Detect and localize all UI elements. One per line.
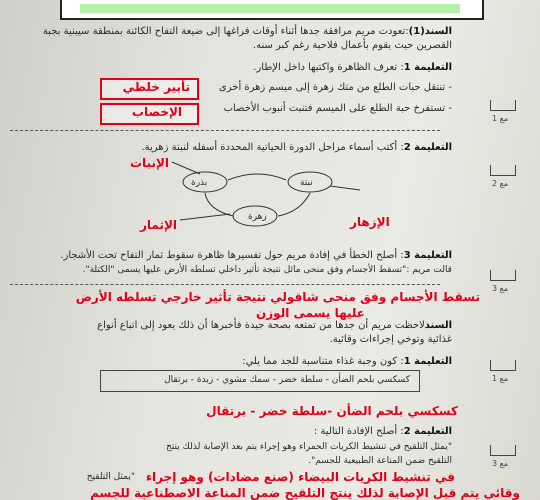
answer-fruiting: الإثمار [140, 218, 178, 232]
score-box-5 [490, 445, 520, 471]
instruction-1-item-2: - تستفرخ حبة الطلع على الميسم فتنبت أنبوب الأخصاب [223, 103, 452, 114]
score-box-2 [490, 165, 520, 191]
instruction-1-label: التعليمة 1 [403, 62, 452, 73]
divider-2 [10, 284, 440, 285]
instruction-3-text: : أصلح الخطأ في إفادة مريم حول تفسيرها ظاهرة سقوط ثمار التفاح تحت الأشجار. [60, 250, 404, 261]
score-bar-4 [490, 360, 516, 371]
answer-flowering: الإزهار [350, 215, 390, 229]
score-bar-5 [490, 445, 516, 456]
answer-falling-line-1: تسقط الأجسام وفق منحى شاقولي نتيجة تأثير خارجي تسلطه الأرض [75, 290, 480, 304]
instruction-2-line [141, 142, 452, 154]
instruction-4-label: التعليمة 1 [403, 356, 452, 367]
score-box-3 [490, 270, 520, 296]
answer-vaccination-2: وقائي يتم قبل الإصابة لذلك ينتج التلقيح ضمن المناعة الاصطناعية للجسم [90, 486, 520, 500]
instruction-5-quote-2: التلقيح ضمن المناعة الطبيعية للجسم". [308, 456, 452, 466]
situation-2-line-2: غذائية وتوخي إجراءات وقائية. [329, 334, 452, 345]
header-stripe [80, 4, 460, 13]
answer-cross-pollination: تأبير خلطي [122, 80, 190, 94]
instruction-5-text: : أصلح الإفادة التالية : [313, 426, 404, 437]
answer-fertilization: الإخصاب [131, 105, 182, 119]
score-bar-3 [490, 270, 516, 281]
pointer-fruiting [180, 214, 230, 220]
situation-text: :تعودت مريم مرافقة جدها أثناء أوقات فراغها إلى ضيعة التفاح الكائنة بمنطقة سيبنية بجبة [42, 26, 409, 37]
arrow-plant-flower [278, 193, 310, 216]
answer-falling-line-2: عليها يسمى الوزن [256, 306, 365, 320]
arrow-flower-seed [205, 193, 233, 216]
score-box-1 [490, 100, 520, 126]
score-bar-1 [490, 100, 516, 111]
instruction-2-label: التعليمة 2 [403, 142, 452, 153]
instruction-3-line [60, 250, 452, 262]
instruction-2-text: : أكتب أسماء مراحل الدورة الحياتية المحددة أسفله لنبتة زهرية. [141, 142, 404, 153]
situation-label: السند(1) [408, 26, 452, 37]
situation-line-2: القصرين حيث يقوم بأعمال فلاحية رغم كبر سنه. [252, 40, 452, 51]
divider-1 [10, 130, 440, 131]
pointer-germination [172, 162, 200, 174]
situation-2-line-1 [97, 320, 452, 332]
score-label-5: مع 3 [492, 459, 509, 468]
score-label-2: مع 2 [492, 179, 509, 188]
instruction-5-quote-1: "يمثل التلقيح في تنشيط الكريات الحمراء وهو إجراء يتم بعد الإصابة لذلك ينتج [165, 442, 452, 452]
instruction-3-label: التعليمة 3 [403, 250, 452, 261]
stage-plant-label: نبتة [300, 178, 313, 188]
arrow-seed-plant [228, 174, 286, 180]
instruction-5-label: التعليمة 2 [403, 426, 452, 437]
instruction-3-quote: قالت مريم :"تسقط الأجسام وفق منحى مائل نتيجة تأثير داخلي تسلطه الأرض عليها يسمى "الكتلة". [82, 265, 452, 275]
situation-line-1 [43, 26, 452, 38]
score-box-4 [490, 360, 520, 386]
instruction-1-text: : تعرف الظاهرة واكتبها داخل الإطار. [253, 62, 404, 73]
instruction-4-line [242, 356, 452, 368]
answer-germination: الإنبات [130, 156, 170, 170]
pointer-flowering [330, 186, 360, 190]
answer-meal: كسكسي بلحم الضأن -سلطة خضر - برتقال [206, 404, 458, 418]
score-label-3: مع 3 [492, 284, 509, 293]
instruction-1-line [253, 62, 452, 74]
situation-2-text: لاحظت مريم أن جدها من تمتعه بصحة جيدة فأخبرها أن ذلك يعود إلى اتباع أنواع [97, 320, 425, 331]
score-label-4: مع 1 [492, 374, 509, 383]
stage-flower-label: زهرة [248, 212, 267, 222]
score-label-1: مع 1 [492, 114, 509, 123]
instruction-1-item-1: - تنتقل حبات الطلع من متك زهرة إلى ميسم زهرة أخرى [218, 82, 452, 93]
score-bar-2 [490, 165, 516, 176]
instruction-5-quote-3: "يمثل التلقيح [86, 472, 135, 482]
instruction-4-text: : كون وجبة غذاء متناسبة للجد مما يلي: [242, 356, 404, 367]
meal-options: كسكسي بلحم الضأن - سلطة خضر - سمك مشوي - زبدة - برتقال [164, 375, 410, 385]
situation-2-label: السند [424, 320, 452, 331]
instruction-5-line [314, 426, 452, 438]
answer-vaccination-1: في تنشيط الكريات البيضاء (صنع مضادات) وهو إجراء [145, 470, 455, 484]
stage-seed-label: بذرة [191, 178, 208, 188]
